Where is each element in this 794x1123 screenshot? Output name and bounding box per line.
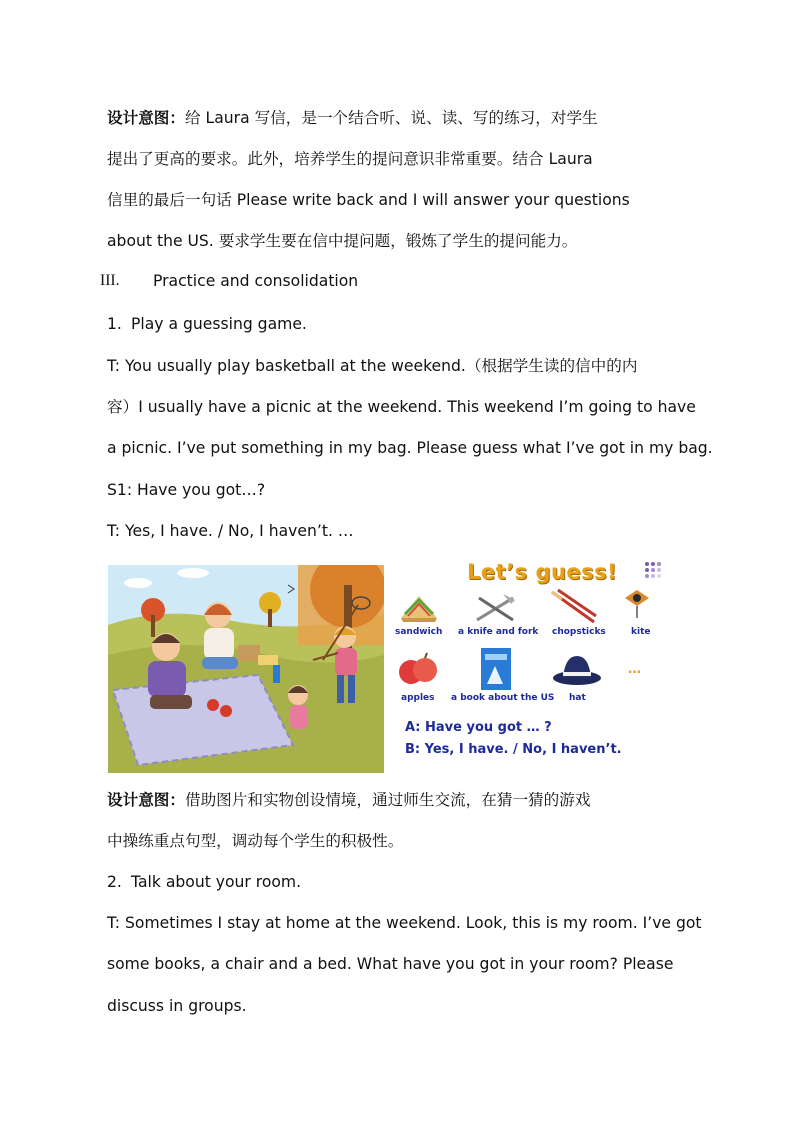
book-icon <box>479 646 513 692</box>
dialog-line-t1: T: You usually play basketball at the weekend.（根据学生读的信中的内 <box>107 357 638 375</box>
label-apples: apples <box>401 693 435 703</box>
intent-paragraph-2-line-2: 中操练重点句型，调动每个学生的积极性。 <box>107 832 404 850</box>
label-hat: hat <box>569 693 586 703</box>
activity-2-number: 2. <box>107 873 122 891</box>
sandwich-icon <box>399 592 439 624</box>
dialog-answer: B: Yes, I have. / No, I haven’t. <box>405 742 622 757</box>
label-kite: kite <box>631 627 651 637</box>
activity-2-line-2: some books, a chair and a bed. What have you got in your room? Please <box>107 955 674 973</box>
apples-icon <box>397 650 439 690</box>
activity-1-number: 1. <box>107 315 122 333</box>
knife-and-fork-icon <box>473 592 517 624</box>
intent-paragraph-1-line-3: 信里的最后一句话 Please write back and I will answer your questions <box>107 191 630 209</box>
activity-1-title <box>107 314 307 334</box>
label-book: a book about the US <box>451 693 555 703</box>
activity-2-title <box>107 872 301 892</box>
dialog-line-t2: 容）I usually have a picnic at the weekend. This weekend I’m going to have <box>107 398 696 416</box>
section-heading: Practice and consolidation <box>153 272 359 290</box>
intent-paragraph-1-line-1 <box>107 108 598 128</box>
activity-2-title-text: Talk about your room. <box>131 873 302 891</box>
guess-title: Let’s guess! <box>467 560 618 584</box>
activity-2-line-3: discuss in groups. <box>107 997 247 1015</box>
intent-paragraph-1-line-4: about the US. 要求学生要在信中提问题，锻炼了学生的提问能力。 <box>107 232 578 250</box>
intent-text: 给 Laura 写信，是一个结合听、说、读、写的练习，对学生 <box>184 109 598 127</box>
dialog-line-s1: S1: Have you got…? <box>107 481 266 499</box>
dialog-line-t4: T: Yes, I have. / No, I haven’t. … <box>107 522 354 540</box>
label-sandwich: sandwich <box>395 627 443 637</box>
hat-icon <box>551 650 603 688</box>
intent-label: 设计意图： <box>107 109 185 127</box>
more-items-ellipsis: … <box>628 662 641 677</box>
intent-label-2: 设计意图： <box>107 791 185 809</box>
intent-text-2: 借助图片和实物创设情境，通过师生交流，在猜一猜的游戏 <box>184 791 591 809</box>
kite-icon <box>621 560 671 622</box>
intent-paragraph-2-line-1 <box>107 790 590 810</box>
chopsticks-icon <box>548 588 598 626</box>
guess-panel <box>393 560 689 765</box>
activity-2-line-1: T: Sometimes I stay at home at the weekend. Look, this is my room. I’ve got <box>107 914 702 932</box>
section-numeral: III. <box>100 272 120 289</box>
dialog-line-t3: a picnic. I’ve put something in my bag. Please guess what I’ve got in my bag. <box>107 439 713 457</box>
activity-1-title-text: Play a guessing game. <box>131 315 307 333</box>
dialog-question: A: Have you got … ? <box>405 720 552 735</box>
picnic-illustration <box>108 565 384 773</box>
intent-paragraph-1-line-2: 提出了更高的要求。此外，培养学生的提问意识非常重要。结合 Laura <box>107 150 593 168</box>
label-knife-and-fork: a knife and fork <box>458 627 539 637</box>
label-chopsticks: chopsticks <box>552 627 606 637</box>
